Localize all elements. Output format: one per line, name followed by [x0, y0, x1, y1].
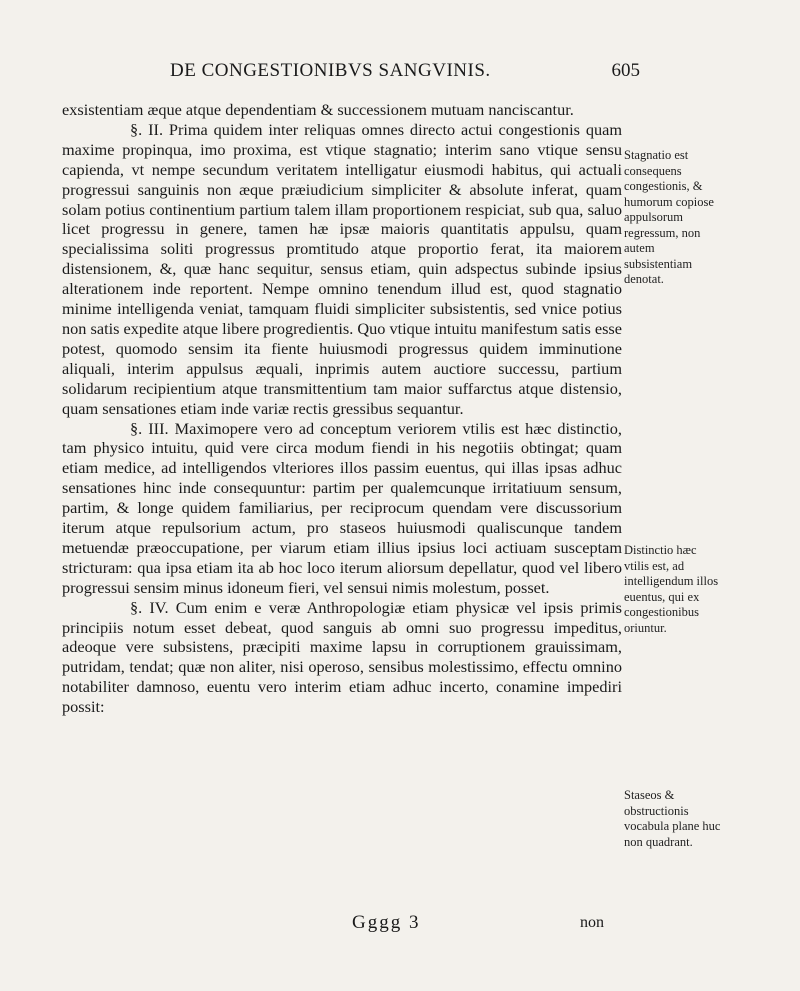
- page-header: [170, 60, 640, 88]
- catchword: non: [580, 914, 604, 931]
- marginal-note-staseos: Staseos & obstructionis vocabula plane huc non quadrant.: [624, 788, 721, 849]
- marginal-note-distinctio: Distinctio hæc vtilis est, ad intelligendum illos euentus, qui ex congestionibus oriuntur.: [624, 543, 719, 635]
- paragraph-section-3: §. III. Maximopere vero ad conceptum veriorem vtilis est hæc distinctio, tam physico intuitu, quid vere circa modum fiendi in his negotiis obtingat; quam etiam medice, ad intelligendos vlteriores illos passim euentus, qui illas ipsas adhuc sensationes hinc inde consequuntur: partim per qualemcunque irritatiuum sensum, partim, & longe quidem familiarius, per reciprocum quendam vere discussorium iterum atque repulsorium actum, pro staseos huiusmodi qualiscunque tandem metuendæ præoccupatione, per viarum etiam illius ipsius loci actiuam susceptam stricturam: qua ipsa etiam ita ab hoc loco iterum aliorsum depellatur, quod vel libero progressui sensim minus idoneum fieri, vel sensui nimis molestum, posset.: [62, 418, 622, 597]
- paragraph-continuation: exsistentiam æque atque dependentiam & successionem mutuam nanciscantur.: [62, 100, 574, 119]
- running-title: DE CONGESTIONIBVS SANGVINIS.: [170, 60, 491, 81]
- page-footer: [0, 912, 800, 942]
- main-text: [62, 100, 622, 717]
- marginal-note-stagnatio: Stagnatio est consequens congestionis, & humorum copiose appulsorum regressum, non autem subsistentiam denotat.: [624, 148, 714, 286]
- signature-mark: Gggg 3: [352, 912, 421, 933]
- paragraph-section-2: §. II. Prima quidem inter reliquas omnes directo actui congestionis quam maxime propinqua, imo proxima, est vtique stagnatio; interim sano vtique sensu capienda, vt nempe secundum veritatem intelligatur eiusmodi habitus, qui actuali progressui sanguinis non æque præiudicium simpliciter & absolute inferat, quam solam potius continentium partium talem illam proportionem respiciat, sub qua, saluo licet progressu in genere, tamen hæ ipsæ maioris quantitatis appulsu, quam specialissima soliti progressus promtitudo atque proportio ferat, ita maiorem distensionem, &, quæ hanc sequitur, sensus etiam, quin adspectus subinde ipsius alterationem inde reportent. Nempe omnino tenendum illud est, quod stagnatio minime intelligenda veniat, tamquam fluidi simpliciter subsistentis, sed vnice potius non satis expedite atque libere progredientis. Quo vtique intuitu manifestum satis esse potest, quomodo sensim ita fiente huiusmodi progressus quidem imminutione aliquali, interim appulsus æquali, inprimis autem auctiore successu, partium solidarum recipientium atque transmittentium tam maior suffarctus atque distensio, quam sensationes etiam inde variæ rectis gressibus sequantur.: [62, 119, 622, 418]
- paragraph-section-4: §. IV. Cum enim e veræ Anthropologiæ etiam physicæ vel ipsis primis principiis notum esset debeat, quod sanguis ab omni suo progressu impeditus, adeoque vere subsistens, præcipiti maxime lapsu in corruptionem grauissimam, putridam, tendat; quæ non aliter, nisi operoso, sensibus molestissimo, effectu omnino notabiliter damnoso, euentu vero interim etiam adhuc incerto, conamine impediri possit:: [62, 597, 622, 717]
- page-number: 605: [611, 60, 640, 81]
